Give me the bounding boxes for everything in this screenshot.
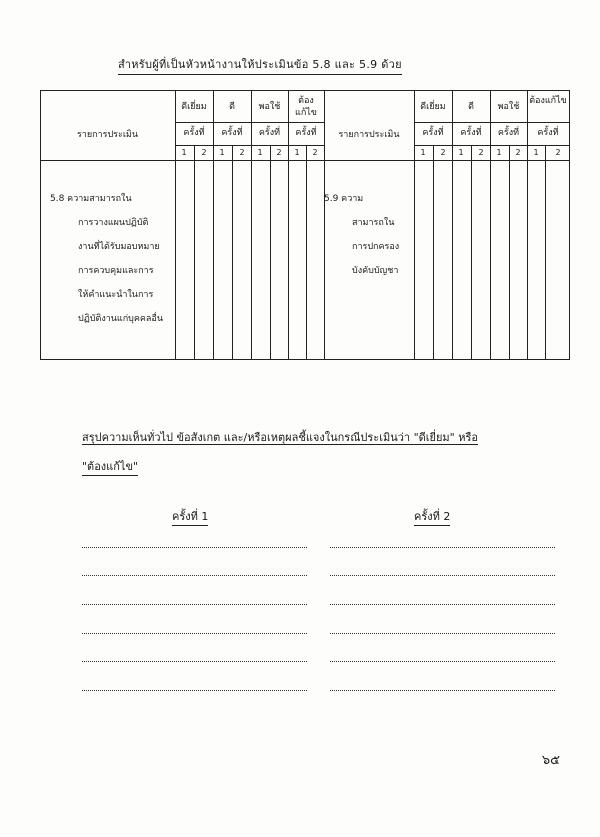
round-number: 2 xyxy=(478,148,484,157)
rating-excellent: ดีเยี่ยม xyxy=(420,102,446,112)
rating-needs-fix: ต้องแก้ไข xyxy=(529,96,567,106)
rating-good: ดี xyxy=(468,102,474,112)
table-col-line xyxy=(471,145,472,360)
table-rule xyxy=(175,122,325,123)
answer-line-round-2[interactable] xyxy=(330,690,555,691)
page-number: ๖๕ xyxy=(541,753,560,768)
round-number: 1 xyxy=(294,148,300,157)
rating-fair: พอใช้ xyxy=(497,102,520,112)
item-line: ให้คำแนะนำในการ xyxy=(78,290,154,300)
round-number: 2 xyxy=(239,148,245,157)
table-rule xyxy=(414,122,570,123)
round-number: 2 xyxy=(276,148,282,157)
summary-line-2: "ต้องแก้ไข" xyxy=(82,457,138,476)
answer-line-round-1[interactable] xyxy=(82,661,307,662)
round-number: 1 xyxy=(420,148,426,157)
item-line: บังคับบัญชา xyxy=(352,266,399,276)
table-col-line xyxy=(194,145,195,360)
round-2-label: ครั้งที่ 2 xyxy=(414,507,450,526)
evaluation-table xyxy=(40,90,570,360)
round-number: 1 xyxy=(257,148,263,157)
rating-needs-fix: ต้องแก้ไข xyxy=(295,96,317,118)
item-line: สามารถใน xyxy=(352,218,395,228)
item-line: 5.8 ความสามารถใน xyxy=(50,194,132,204)
column-header-item: รายการประเมิน xyxy=(76,130,139,140)
table-col-line xyxy=(270,145,271,360)
answer-line-round-2[interactable] xyxy=(330,575,555,576)
item-line: การควบคุมและการ xyxy=(78,266,154,276)
rating-fair: พอใช้ xyxy=(258,102,281,112)
answer-line-round-1[interactable] xyxy=(82,690,307,691)
round-label: ครั้งที่ xyxy=(537,128,559,138)
answer-line-round-2[interactable] xyxy=(330,547,555,548)
section-title: สำหรับผู้ที่เป็นหัวหน้างานให้ประเมินข้อ 5.8 และ 5.9 ด้วย xyxy=(118,55,402,75)
answer-line-round-1[interactable] xyxy=(82,633,307,634)
round-number: 2 xyxy=(312,148,318,157)
round-number: 1 xyxy=(458,148,464,157)
answer-line-round-1[interactable] xyxy=(82,547,307,548)
table-border-right xyxy=(569,90,570,360)
table-col-line xyxy=(433,145,434,360)
round-number: 2 xyxy=(515,148,521,157)
round-number: 2 xyxy=(555,148,561,157)
round-label: ครั้งที่ xyxy=(422,128,444,138)
round-number: 2 xyxy=(201,148,207,157)
column-header-item: รายการประเมิน xyxy=(338,130,400,140)
rating-excellent: ดีเยี่ยม xyxy=(181,102,207,112)
answer-line-round-2[interactable] xyxy=(330,661,555,662)
round-label: ครั้งที่ xyxy=(258,128,281,138)
table-col-line xyxy=(306,145,307,360)
table-col-line xyxy=(232,145,233,360)
round-number: 1 xyxy=(219,148,225,157)
round-number: 2 xyxy=(440,148,446,157)
item-line: ปฏิบัติงานแก่บุคคลอื่น xyxy=(78,314,163,324)
summary-line-1: สรุปความเห็นทั่วไป ข้อสังเกต และ/หรือเหตุผลชี้แจงในกรณีประเมินว่า "ดีเยี่ยม" หรือ xyxy=(82,431,478,444)
round-number: 1 xyxy=(181,148,187,157)
round-label: ครั้งที่ xyxy=(460,128,482,138)
round-label: ครั้งที่ xyxy=(295,128,317,138)
answer-line-round-2[interactable] xyxy=(330,633,555,634)
item-line: 5.9 ความ xyxy=(324,194,364,204)
answer-line-round-2[interactable] xyxy=(330,604,555,605)
round-label: ครั้งที่ xyxy=(183,128,205,138)
table-col-line xyxy=(545,145,546,360)
summary-heading xyxy=(82,428,478,446)
answer-line-round-1[interactable] xyxy=(82,604,307,605)
item-line: การปกครอง xyxy=(352,242,400,252)
round-label: ครั้งที่ xyxy=(497,128,520,138)
table-rule xyxy=(414,145,570,146)
answer-line-round-1[interactable] xyxy=(82,575,307,576)
item-line: งานที่ได้รับมอบหมาย xyxy=(78,242,160,252)
rating-good: ดี xyxy=(229,102,235,112)
item-line: การวางแผนปฏิบัติ xyxy=(78,218,149,228)
round-number: 1 xyxy=(533,148,539,157)
table-rule xyxy=(175,145,325,146)
round-1-label: ครั้งที่ 1 xyxy=(172,507,208,526)
round-number: 1 xyxy=(496,148,502,157)
table-col-line xyxy=(509,145,510,360)
round-label: ครั้งที่ xyxy=(221,128,243,138)
